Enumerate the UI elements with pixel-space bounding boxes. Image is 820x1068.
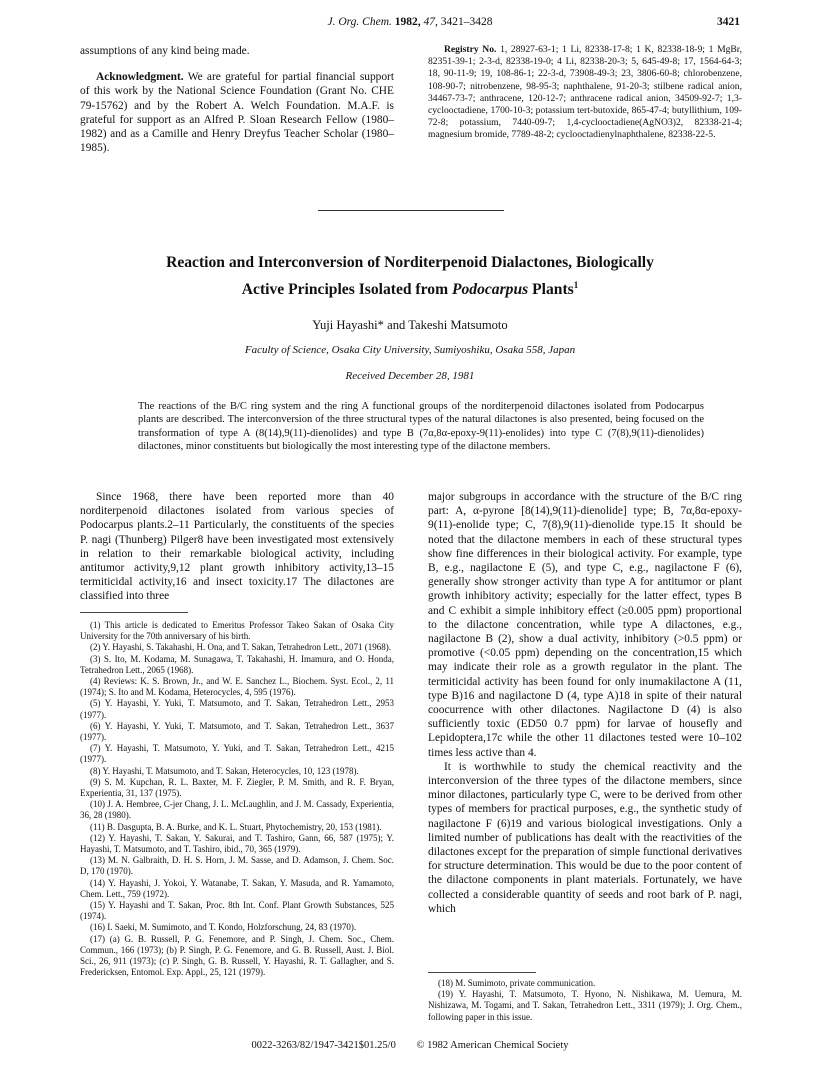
footnote: (3) S. Ito, M. Kodama, M. Sunagawa, T. Takahashi, H. Imamura, and O. Honda, Tetrahedron Lett., 2065 (1968). <box>80 653 394 675</box>
footnote: (11) B. Dasgupta, B. A. Burke, and K. L. Stuart, Phytochemistry, 20, 153 (1981). <box>90 821 382 832</box>
body-right-column <box>428 490 742 916</box>
journal-year: 1982, <box>394 16 421 28</box>
footnote: (15) Y. Hayashi and T. Sakan, Proc. 8th Int. Conf. Plant Growth Substances, 525 (1974). <box>80 900 394 922</box>
abstract: The reactions of the B/C ring system and the ring A functional groups of the norditerpenoid dilactones isolated from Podocarpus plants are described. The interconversion of the three structural types of the natural dilactones is also presented, being focused on the transformation of type A (8(14),9(11)-dienolides) and type B (7α,8α-epoxy-9(11)-enolides) into type C (7(8),9(11)-dienolides) dilactones, minor constituents but biologically the most interesting type of the dilactone members. <box>138 401 704 453</box>
running-head <box>80 16 740 34</box>
acknowledgment-text: We are grateful for partial financial support of this work by the National Science Foundation (Grant No. CHE 79-15762) and by the Robert A. Welch Foundation. M.A.F. is grateful for support as an Alfred P. Sloan Research Fellow (1980–1982) and as a Camille and Henry Dreyfus Teacher Scholar (1980–1985). <box>80 71 394 155</box>
article-code: 0022-3263/82/1947-3421$01.25/0 <box>251 1040 396 1051</box>
title-line-1: Reaction and Interconversion of Norditerpenoid Dialactones, Biologically <box>166 254 654 271</box>
title-footnote-mark: 1 <box>573 280 579 290</box>
footnote: (5) Y. Hayashi, Y. Yuki, T. Matsumoto, and T. Sakan, Tetrahedron Lett., 2953 (1977). <box>80 698 394 720</box>
registry-numbers <box>428 44 742 142</box>
footnote: (10) J. A. Hembree, C-jer Chang, J. L. McLaughlin, and J. M. Cassady, Experientia, 36, 28 (1980). <box>80 799 394 821</box>
footnote: (12) Y. Hayashi, T. Sakan, Y. Sakurai, and T. Tashiro, Gann, 66, 587 (1975); Y. Hayashi, T. Matsumoto, and T. Tashiro, ibid., 70, 365 (1979). <box>80 832 394 855</box>
affiliation: Faculty of Science, Osaka City University, Sumiyoshiku, Osaka 558, Japan <box>244 344 576 356</box>
footnote: (9) S. M. Kupchan, R. L. Baxter, M. F. Ziegler, P. M. Smith, and R. F. Bryan, Experientia, 31, 137 (1975). <box>80 776 394 799</box>
journal-volume: 47, <box>423 16 438 28</box>
body-left-column <box>80 490 394 604</box>
footnote: (19) Y. Hayashi, T. Matsumoto, T. Hyono, N. Nishikawa, M. Uemura, M. Nishizawa, M. Togami, and T. Sakan, Tetrahedron Lett., 3311 (1979); J. Org. Chem., following paper in this issue. <box>428 989 742 1022</box>
footnote: (17) (a) G. B. Russell, P. G. Fenemore, and P. Singh, J. Chem. Soc., Chem. Commun., 166 (1973); (b) P. Singh, P. G. Fenemore, and G. B. Russell, Aust. J. Biol. Sci., 26, 911 (1973); (c) P. Singh, G. B. Russell, Y. Hayashi, R. T. Gallagher, and S. Fredericksen, Entomol. Exp. Appl., 25, 121 (1979). <box>80 933 394 978</box>
page-footer <box>80 1040 740 1051</box>
article-title <box>100 252 720 301</box>
journal-pages: 3421–3428 <box>440 16 493 28</box>
footnote-rule-left <box>80 612 188 613</box>
article-divider <box>318 210 504 211</box>
authors: Yuji Hayashi* and Takeshi Matsumoto <box>312 318 508 332</box>
footnote: (18) M. Sumimoto, private communication. <box>438 978 596 988</box>
footnote: (6) Y. Hayashi, Y. Yuki, T. Matsumoto, and T. Sakan, Tetrahedron Lett., 3637 (1977). <box>80 720 394 743</box>
footnote: (14) Y. Hayashi, J. Yokoi, Y. Watanabe, T. Sakan, Y. Masuda, and R. Yamamoto, Chem. Lett., 759 (1972). <box>80 877 394 899</box>
footnote: (13) M. N. Galbraith, D. H. S. Horn, J. M. Sasse, and D. Adamson, J. Chem. Soc. D, 170 (1970). <box>80 855 394 877</box>
footnote: (1) This article is dedicated to Emeritus Professor Takeo Sakan of Osaka City University for the 70th anniversary of his birth. <box>80 620 394 642</box>
footnote-rule-right <box>428 972 536 973</box>
footnote: (16) I. Saeki, M. Sumimoto, and T. Kondo, Holzforschung, 24, 83 (1970). <box>90 922 357 933</box>
previous-article-closing: assumptions of any kind being made. <box>80 45 250 57</box>
footnote: (8) Y. Hayashi, T. Matsumoto, and T. Sakan, Heterocycles, 10, 123 (1978). <box>90 765 359 776</box>
title-line-2: Active Principles Isolated from Podocarpus Plants$^1$ <box>241 280 579 299</box>
footnote: (4) Reviews: K. S. Brown, Jr., and W. E. Sanchez L., Biochem. Syst. Ecol., 2, 11 (1974); S. Ito and M. Kodama, Heterocycles, 4, 595 (1976). <box>80 676 394 698</box>
acknowledgment-label: Acknowledgment. <box>96 71 184 84</box>
registry-text: 1, 28927-63-1; 1 Li, 82338-17-8; 1 K, 82338-18-9; 1 MgBr, 82351-39-1; 2-3-d, 82338-19-0; 4 Li, 82338-20-3; 5, 645-49-8; 17, 1564-64-3; 18, 90-11-9; 19, 108-86-1; 22-3-d, 73908-49-3; 23, 3806-60-8; chlorobenzene, 108-90-7; nitrobenzene, 98-95-3; naphthalene, 91-20-3; stilbene radical anion, 34467-73-7; anthracene, 120-12-7; anthracene radical anion, 34509-92-7; 1,3-cyclooctadiene, 1700-10-3; potassium tert-butoxide, 865-47-4; butyllithium, 109-72-8; potassium, 7440-09-7; 1,4-cyclooctadiene(AgNO3)2, 82338-21-4; magnesium bromide, 7789-48-2; cyclooctadienylnaphthalene, 82338-22-5. <box>428 44 743 141</box>
intro-paragraph: Since 1968, there have been reported more than 40 norditerpenoid dilactones isolated from various species of Podocarpus plants.2–11 Particularly, the constituents of the species P. nagi (Thunberg) Pilger8 have been investigated most extensively in relation to their remarkable biological activity, including antitumor activity,9,12 plant growth inhibitory activity,13–15 termiticidal activity,16 and insect toxicity.17 The dilactones are classified into three <box>80 491 394 603</box>
footnotes-left <box>80 620 394 979</box>
body-paragraph-1: major subgroups in accordance with the structure of the B/C ring part: A, α-pyrone [8(14),9(11)-dienolide] type; B, 7α,8α-epoxy-9(11)-enolide type; C, 7(8),9(11)-dienolide type.15 It should be noted that the dilactone members in each of these structural types show fine differences in their biological activity. For example, type B, e.g., nagilactone E (5), and type C, e.g., nagilactone F (6), generally show stronger activity than type A for antitumor or plant growth inhibitory activity; especially for the latter effect, types B and C exhibit a simple inhibitory effect (≥0.005 ppm) proportional to the dilactone concentration, while type A dilactones, e.g., nagilactone B (2), show a dual activity, inhibitory (>0.5 ppm) or promotive (<0.05 ppm) depending on the concentration,15 which may indicate their role as a growth regulator in the plant. The termiticidal activity has been found for only inumakilactone A (11, type B)16 and nagilactone D (4, type A)18 in spite of their natural coocurrence with other dilactones. Nagilactone D (4) is also sufficiently toxic (ED50 0.7 ppm) for larvae of housefly and Lepidoptera,17c while the other 11 dilactones tested were 10–102 times less active than 4. <box>428 491 742 759</box>
title-genus: Podocarpus <box>451 281 529 299</box>
acknowledgment <box>80 70 394 155</box>
footnote: (2) Y. Hayashi, S. Takahashi, H. Ona, and T. Sakan, Tetrahedron Lett., 2071 (1968). <box>90 642 392 653</box>
registry-label: Registry No. <box>444 44 497 55</box>
received-date: Received December 28, 1981 <box>345 370 475 382</box>
body-paragraph-2: It is worthwhile to study the chemical reactivity and the interconversion of the three types of the dilactone members, since minor dilactones, particularly type C, were to be derived from other types of members for practical purposes, e.g., the synthetic study of nagilactone F (6)19 and various biological investigations. Only a limited number of publications has dealt with the reactivities of the dilactones except for the preparation of simple functional derivatives for structure determination. This would be due to the poor content of the dilactone components in plant materials. Fortunately, we have collected a considerable quantity of seeds and root bark of P. nagi, which <box>428 760 742 915</box>
previous-article-end <box>80 44 394 155</box>
copyright: © 1982 American Chemical Society <box>416 1040 569 1051</box>
journal-citation <box>80 16 740 28</box>
page-number: 3421 <box>717 16 740 28</box>
journal-name: J. Org. Chem. <box>327 16 392 28</box>
footnotes-right <box>428 978 742 1023</box>
footnote: (7) Y. Hayashi, T. Matsumoto, Y. Yuki, and T. Sakan, Tetrahedron Lett., 4215 (1977). <box>80 743 394 765</box>
